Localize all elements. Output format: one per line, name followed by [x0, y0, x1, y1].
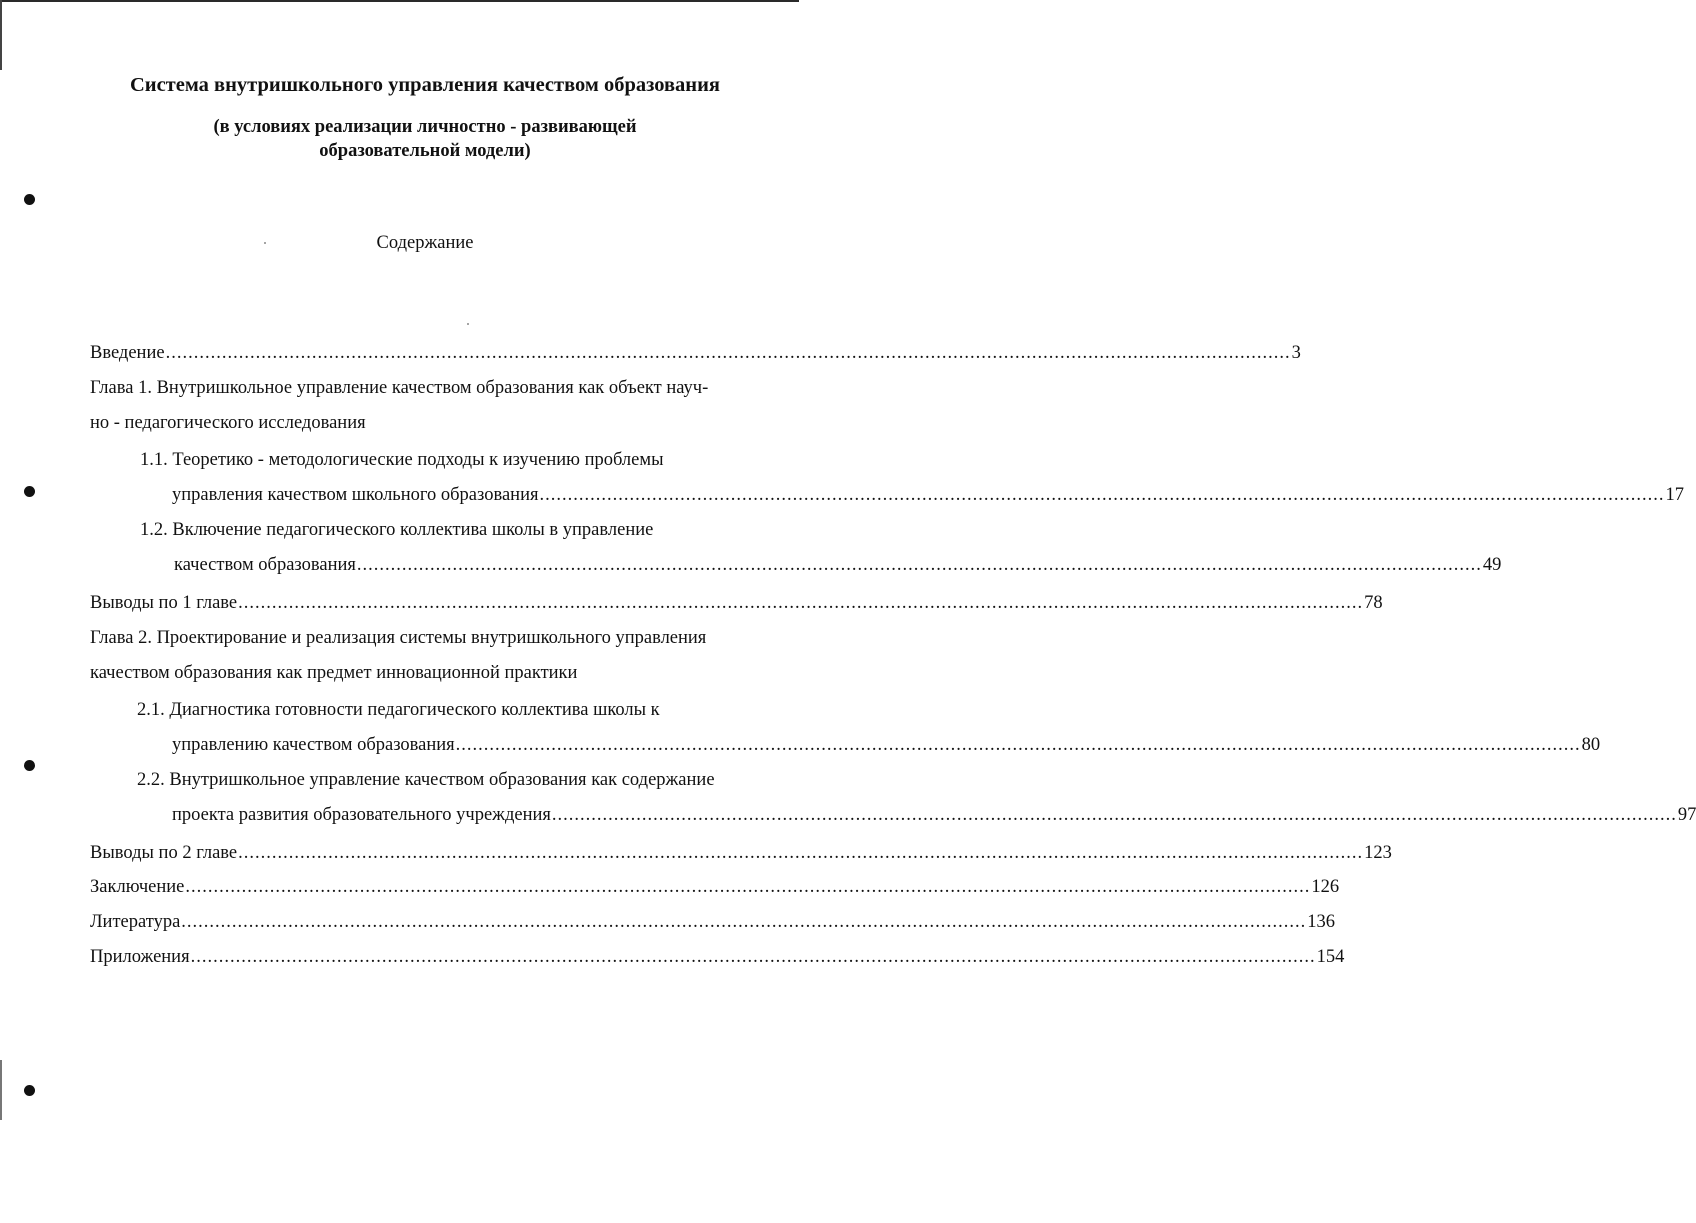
- document-title: Система внутришкольного управления качеством образования: [129, 74, 721, 96]
- toc-label: Выводы по 1 главе: [90, 593, 238, 613]
- toc-chapter-1-line-1: Глава 1. Внутришкольное управление качеством образования как объект науч-: [90, 378, 709, 398]
- toc-page-number: 78: [1364, 593, 1383, 613]
- toc-leader-dots: ........................................................................................................................................................................................................: [165, 343, 1291, 363]
- toc-entry-literature: [90, 909, 1336, 935]
- scan-speck: [467, 323, 469, 325]
- toc-entry-section-1-1: [172, 482, 1684, 508]
- toc-page-number: 17: [1665, 485, 1684, 505]
- subtitle-line-1: (в условиях реализации личностно - развивающей: [213, 117, 637, 137]
- subtitle-line-2: образовательной модели): [319, 141, 531, 161]
- toc-chapter-2-line-2: качеством образования как предмет инновационной практики: [90, 663, 578, 683]
- binder-hole-icon: [24, 1085, 35, 1096]
- toc-chapter-2-line-1: Глава 2. Проектирование и реализация системы внутришкольного управления: [90, 628, 707, 648]
- toc-leader-dots: ........................................................................................................................................................................................................: [356, 555, 1482, 575]
- toc-label: проекта развития образовательного учреждения: [172, 805, 551, 825]
- toc-label: Введение: [90, 343, 165, 363]
- toc-entry-section-2-1: [172, 732, 1601, 758]
- toc-label: Литература: [90, 912, 181, 932]
- toc-entry-section-2-2: [172, 802, 1696, 828]
- toc-leader-dots: ........................................................................................................................................................................................................: [238, 593, 1364, 613]
- toc-entry-conclusions-1: [90, 590, 1383, 616]
- toc-entry-conclusions-2: [90, 840, 1392, 866]
- toc-page-number: 123: [1364, 843, 1392, 863]
- toc-label: Заключение: [90, 877, 185, 897]
- toc-entry-appendices: [90, 944, 1345, 970]
- toc-leader-dots: ........................................................................................................................................................................................................: [190, 947, 1316, 967]
- scan-edge-left-lower: [0, 1060, 2, 1120]
- toc-section-2-1-line-1: 2.1. Диагностика готовности педагогического коллектива школы к: [137, 700, 660, 720]
- toc-leader-dots: ........................................................................................................................................................................................................: [551, 805, 1677, 825]
- toc-leader-dots: ........................................................................................................................................................................................................: [238, 843, 1364, 863]
- contents-heading: Содержание: [376, 233, 474, 253]
- toc-entry-section-1-2: [174, 552, 1502, 578]
- toc-page-number: 49: [1482, 555, 1502, 575]
- toc-leader-dots: ........................................................................................................................................................................................................: [455, 735, 1581, 755]
- toc-entry-intro: [90, 340, 1301, 366]
- scan-edge-left: [0, 0, 2, 70]
- toc-section-2-2-line-1: 2.2. Внутришкольное управление качеством образования как содержание: [137, 770, 715, 790]
- toc-label: Выводы по 2 главе: [90, 843, 238, 863]
- toc-leader-dots: ........................................................................................................................................................................................................: [185, 877, 1311, 897]
- toc-label: Приложения: [90, 947, 190, 967]
- toc-entry-conclusion: [90, 874, 1340, 900]
- toc-section-1-2-line-1: 1.2. Включение педагогического коллектива школы в управление: [140, 520, 654, 540]
- toc-page-number: 126: [1311, 877, 1340, 897]
- toc-label: качеством образования: [174, 555, 356, 575]
- toc-chapter-1-line-2: но - педагогического исследования: [90, 413, 366, 433]
- toc-page-number: 97: [1677, 805, 1696, 825]
- toc-label: управлению качеством образования: [172, 735, 455, 755]
- binder-hole-icon: [24, 194, 35, 205]
- binder-hole-icon: [24, 486, 35, 497]
- document-subtitle: [0, 115, 850, 163]
- toc-label: управления качеством школьного образования: [172, 485, 539, 505]
- scan-edge-top: [0, 0, 799, 2]
- toc-page-number: 3: [1291, 343, 1301, 363]
- toc-section-1-1-line-1: 1.1. Теоретико - методологические подходы к изучению проблемы: [140, 450, 664, 470]
- toc-leader-dots: ........................................................................................................................................................................................................: [181, 912, 1307, 932]
- toc-page-number: 154: [1316, 947, 1345, 967]
- toc-page-number: 136: [1307, 912, 1336, 932]
- binder-hole-icon: [24, 760, 35, 771]
- toc-page-number: 80: [1581, 735, 1601, 755]
- toc-leader-dots: ........................................................................................................................................................................................................: [539, 485, 1665, 505]
